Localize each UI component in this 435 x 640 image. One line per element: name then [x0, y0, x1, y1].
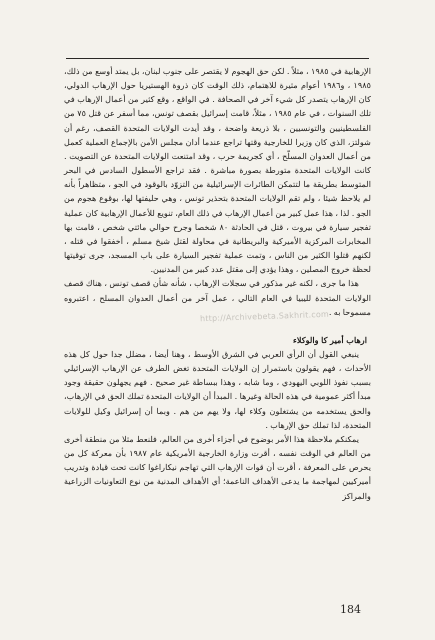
paragraph-4: يمكنكم ملاحظة هذا الأمر بوضوح في أجزاء أخرى من العالم، فلنعط مثلا من منطقة أخرى من العالم في الوقت نفسه ، أقرت وزارة الخارجية الأمريكية عام ١٩٨٧ بأن معركة كل من يحرص على المعرفة ، أقرت أن قوات الإرهاب التي تهاجم نيكاراغوا كانت تحت قيادة وتدريب أميركيين لمهاجمة ما يدعى الأهداف الناعمة؛ أي الأهداف المدنية من نوع التعاونيات الزراعية والمراكز: [64, 433, 371, 501]
paragraph-3: ينبغي القول أن الرأي العربي في الشرق الأوسط ، وهنا أيضا ، مضلل جدا حول كل هذه الأحداث ، فهم يقولون باستمرار إن الولايات المتحدة تغض الطرف عن الإرهاب الإسرائيلي بسبب نفوذ اللوبي اليهودي ، وما شابه ، وهذا ببساطة غير صحيح . فهم يجهلون حقيقة وجود مبدأ أكثر عمومية في هذه الحالة وغيرها . المبدأ أن الولايات المتحدة تملك الحق في الإرهاب، والحق يستخدمه من يشتغلون وكلاء لها، ولا يهم من هم . وبما أن إسرائيل وكيل للولايات المتحدة، لذا تملك حق الإرهاب .: [64, 348, 371, 430]
page-body: [64, 64, 371, 503]
paragraph-2: هذا ما جرى ، لكنه غير مذكور في سجلات الإرهاب ، شأنه شأن قصف تونس ، هناك قصف الولايات المتحدة لليبيا في العام التالي ، عمل آخر من أعمال العدوان المسلح ، اعتبروه مسموحا به .: [64, 278, 371, 317]
paragraph-1: الإرهابية في ١٩٨٥ ، مثلاً . لكن حق الهجوم لا يقتصر على جنوب لبنان، بل يمتد أوسع من ذلك، ١٩٨٥ ، و١٩٨٦ أعوام مثيرة للاهتمام، ذلك الوقت كان ذروة الهستيريا حول الإرهاب الدولي، كان الإرهاب يتصدر كل شيء آخر في الصحافة . في الواقع ، وقع كثير من أعمال الإرهاب في تلك السنوات ، في عام ١٩٨٥ ، مثلاً، قامت إسرائيل بقصف تونس، مما أسفر عن قتل ٧٥ من الفلسطينيين والتونسيين ، بلا ذريعة واضحة ، وقد أيدت الولايات المتحدة القصف، رغم أن شولتز، الذي كان وزيرا للخارجية وقتها تراجع عندما أدان مجلس الأمن بالإجماع العملية كعمل من أعمال العدوان المسلّح ، أي كجريمة حرب ، وقد امتنعت الولايات المتحدة عن التصويت . كانت الولايات المتحدة متورطة بصورة مباشرة . فقد تراجع الأسطول السادس في البحر المتوسط بطريقة ما لتتمكن الطائرات الإسرائيلية من التزوّد بالوقود في الجو ، متظاهراً بأنه لم يلاحظ شيئا ، ولم تقم الولايات المتحدة بتحذير تونس ، وهي حليفتها لها، بوقوع هجوم من الجو . لذا ، هذا عمل كبير من أعمال الإرهاب في ذلك العام، تنويع للأعمال الإرهابية كان عملية تفجير سيارة في بيروت ، قتل في الحادثة ٨٠ شخصا وجرح حوالي مائتي شخص ، قامت بها المخابرات المركزية الأميركية والبريطانية في محاولة لقتل شيخ مسلم ، أخفقوا في قتله ، لكنهم قتلوا الكثير من الناس ، وتمت عملية تفجير السيارة على باب المسجد، جرى توقيتها لحظة خروج المصلين ، وهذا يؤدي إلى مقتل عدد كبير من المدنيين.: [64, 66, 372, 275]
archive-watermark: http://Archivebeta.Sakhrit.com: [199, 309, 330, 324]
page-number: 184: [340, 603, 361, 616]
top-rule: [66, 58, 369, 59]
section-heading: ارهاب أمير كا والوكلاء: [292, 334, 367, 345]
